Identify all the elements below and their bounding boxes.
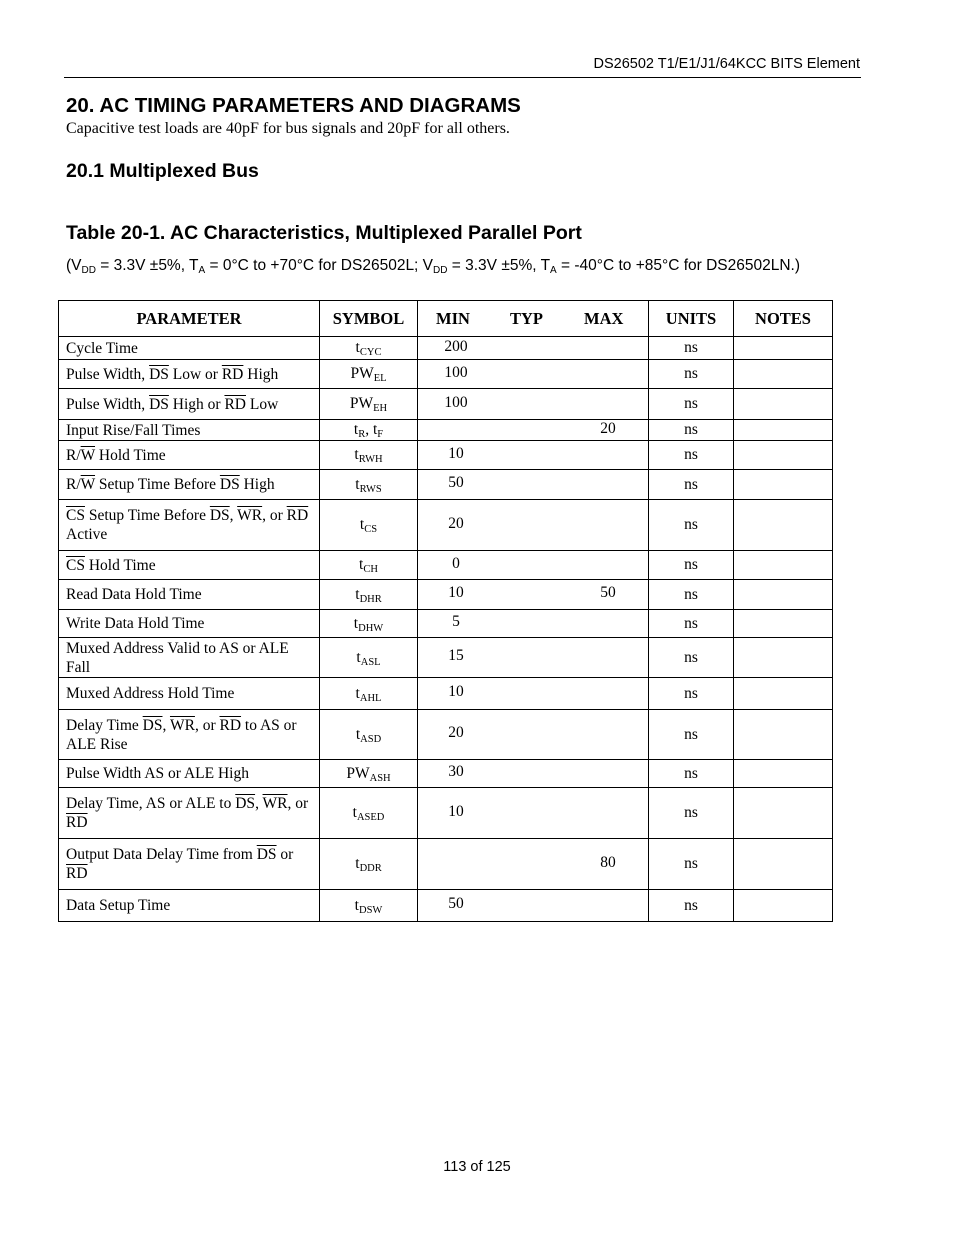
subsection-heading: 20.1 Multiplexed Bus: [66, 160, 259, 182]
symbol-base: t: [353, 421, 359, 438]
header-max: MAX: [584, 309, 624, 328]
value-min: 0: [452, 555, 460, 572]
cell-min-typ-max: [418, 337, 649, 360]
cell-min-typ-max: [418, 389, 649, 420]
cell-units: ns: [649, 337, 734, 360]
cell-min-typ-max: [418, 638, 649, 678]
cell-symbol: [320, 470, 418, 500]
cell-min-typ-max: [418, 839, 649, 890]
overlined-signal: $\overline{CS}$: [66, 507, 85, 524]
section-intro: Capacitive test loads are 40pF for bus signals and 20pF for all others.: [66, 120, 510, 137]
overlined-signal: $\overline{DS}$: [219, 476, 240, 493]
cell-symbol: [320, 678, 418, 710]
cell-parameter: [59, 337, 320, 360]
overlined-signal: $\overline{RD}$: [66, 814, 88, 831]
parameter-text: Cycle Time: [66, 339, 138, 357]
cond-sub: A: [198, 265, 206, 276]
table-row: [59, 760, 833, 788]
cell-units: ns: [649, 678, 734, 710]
cell-notes: [734, 839, 833, 890]
parameter-text: Delay Time, AS or ALE to: [66, 795, 236, 812]
symbol-subscript: EL: [373, 373, 387, 384]
cell-units: ns: [649, 500, 734, 551]
cell-symbol: [320, 500, 418, 551]
cell-notes: [734, 760, 833, 788]
overlined-signal: $\overline{DS}$: [149, 395, 169, 413]
cell-symbol: [320, 389, 418, 420]
cell-notes: [734, 441, 833, 470]
symbol-base: t: [355, 725, 361, 743]
cell-min-typ-max: [418, 420, 649, 441]
cell-min-typ-max: [418, 580, 649, 610]
header-min: MIN: [436, 309, 470, 328]
table-row: [59, 580, 833, 610]
table-row: [59, 441, 833, 470]
cond-sub: DD: [433, 265, 448, 276]
cell-parameter: [59, 420, 320, 441]
table-header-row: [59, 301, 833, 337]
parameter-text: , or: [287, 795, 309, 812]
cell-notes: [734, 389, 833, 420]
cell-symbol: [320, 610, 418, 638]
value-min: 10: [448, 584, 464, 601]
cell-notes: [734, 788, 833, 839]
symbol-subscript: ASH: [369, 772, 391, 784]
header-symbol: SYMBOL: [320, 301, 418, 337]
cell-symbol: [320, 638, 418, 678]
value-min: 50: [448, 895, 464, 912]
cell-units: ns: [649, 389, 734, 420]
cell-min-typ-max: [418, 760, 649, 788]
parameter-text: Write Data Hold Time: [66, 615, 205, 632]
header-parameter: PARAMETER: [59, 301, 320, 337]
parameter-text: Pulse Width AS or ALE High: [66, 765, 249, 782]
overlined-signal: $\overline{RD}$: [66, 865, 88, 882]
cell-units: ns: [649, 360, 734, 389]
cell-symbol: [320, 890, 418, 922]
overlined-signal: $\overline{DS}$: [209, 507, 230, 524]
cell-parameter: [59, 441, 320, 470]
parameter-text: ,: [162, 716, 170, 734]
value-min: 200: [444, 338, 468, 355]
parameter-text: ,: [255, 795, 263, 812]
cell-min-typ-max: [418, 360, 649, 389]
table-row: [59, 470, 833, 500]
cell-notes: [734, 890, 833, 922]
symbol-subscript: DHW: [358, 622, 384, 634]
symbol-subscript: ASD: [360, 733, 382, 745]
cell-min-typ-max: [418, 500, 649, 551]
cell-notes: [734, 420, 833, 441]
parameter-text: to AS or ALE Rise: [66, 716, 297, 753]
parameter-text: High: [239, 476, 275, 493]
value-min: 10: [448, 683, 464, 700]
cell-notes: [734, 710, 833, 760]
parameter-text: or: [276, 846, 294, 863]
overlined-signal: $\overline{WR}$: [262, 795, 288, 812]
value-min: 5: [452, 613, 460, 630]
cell-notes: [734, 610, 833, 638]
parameter-text: Pulse Width,: [66, 395, 150, 413]
parameter-text: Output Data Delay Time from: [66, 846, 257, 863]
parameter-text: Low or: [168, 365, 222, 383]
cell-symbol: [320, 420, 418, 441]
value-min: 10: [448, 803, 464, 820]
parameter-text: R/: [66, 446, 81, 464]
cell-units: ns: [649, 788, 734, 839]
symbol-base: t: [352, 804, 357, 821]
symbol-base: , t: [365, 421, 378, 438]
cond-text: = -40°C to +85°C for DS26502LN.): [556, 257, 801, 274]
value-min: 20: [448, 515, 464, 532]
cell-parameter: [59, 500, 320, 551]
running-header: DS26502 T1/E1/J1/64KCC BITS Element: [593, 56, 860, 72]
symbol-base: t: [359, 516, 365, 533]
section-heading: 20. AC TIMING PARAMETERS AND DIAGRAMS: [66, 94, 521, 117]
cell-symbol: [320, 839, 418, 890]
cell-parameter: [59, 470, 320, 500]
cell-units: ns: [649, 610, 734, 638]
symbol-subscript: ASED: [356, 812, 385, 823]
cond-sub: A: [550, 265, 557, 276]
cell-units: ns: [649, 760, 734, 788]
symbol-base: PW: [349, 395, 374, 412]
cell-parameter: [59, 710, 320, 760]
overlined-signal: $\overline{RD}$: [221, 365, 244, 383]
cell-symbol: [320, 337, 418, 360]
value-min: 10: [448, 445, 464, 462]
value-min: 50: [448, 474, 464, 491]
overlined-signal: $\overline{DS}$: [256, 846, 277, 863]
page-number: 113 of 125: [443, 1159, 511, 1175]
header-min-typ-max: [418, 301, 649, 337]
parameter-text: Read Data Hold Time: [66, 586, 202, 603]
parameter-text: Input Rise/Fall Times: [66, 421, 201, 439]
cell-symbol: [320, 551, 418, 580]
overlined-signal: $\overline{DS}$: [142, 716, 163, 734]
cell-units: ns: [649, 638, 734, 678]
cell-units: ns: [649, 580, 734, 610]
parameter-text: High: [243, 365, 279, 383]
header-units: UNITS: [649, 301, 734, 337]
cell-min-typ-max: [418, 610, 649, 638]
cell-units: ns: [649, 420, 734, 441]
table-body: [59, 337, 833, 922]
cell-symbol: [320, 580, 418, 610]
overlined-signal: $\overline{DS}$: [149, 365, 169, 383]
value-max: 80: [600, 854, 616, 871]
cell-units: ns: [649, 470, 734, 500]
header-rule: [64, 77, 861, 78]
cell-min-typ-max: [418, 788, 649, 839]
cell-notes: [734, 360, 833, 389]
value-max: 50: [600, 584, 616, 601]
symbol-subscript: ASL: [360, 656, 381, 668]
table-row: [59, 890, 833, 922]
symbol-subscript: R: [358, 429, 366, 440]
cell-parameter: [59, 638, 320, 678]
cell-symbol: [320, 710, 418, 760]
cond-text: = 3.3V ±5%, T: [447, 257, 551, 274]
symbol-base: PW: [346, 764, 370, 782]
symbol-subscript: CS: [364, 524, 378, 535]
cell-symbol: [320, 788, 418, 839]
cell-notes: [734, 470, 833, 500]
parameter-text: , or: [194, 716, 220, 734]
value-max: 20: [600, 420, 616, 437]
cond-sub: DD: [81, 265, 96, 276]
symbol-subscript: DDR: [359, 863, 382, 874]
cell-notes: [734, 337, 833, 360]
parameter-text: Hold Time: [95, 446, 166, 464]
table-row: [59, 551, 833, 580]
table-row: [59, 360, 833, 389]
cell-units: ns: [649, 839, 734, 890]
symbol-subscript: F: [377, 429, 384, 440]
table-conditions: [66, 256, 826, 275]
cell-symbol: [320, 360, 418, 389]
cond-text: = 0°C to +70°C for DS26502L; V: [205, 257, 434, 274]
symbol-base: t: [353, 614, 359, 632]
ac-characteristics-table: [58, 300, 833, 922]
symbol-subscript: RWH: [358, 454, 383, 465]
parameter-text: High or: [168, 395, 225, 413]
table-row: [59, 337, 833, 360]
cell-symbol: [320, 760, 418, 788]
overlined-signal: $\overline{W}$: [80, 446, 96, 464]
cell-units: ns: [649, 551, 734, 580]
parameter-text: Muxed Address Hold Time: [66, 685, 235, 702]
header-typ: TYP: [510, 309, 543, 328]
table-row: [59, 389, 833, 420]
cell-parameter: [59, 389, 320, 420]
value-min: 20: [448, 724, 464, 741]
cell-notes: [734, 678, 833, 710]
cell-notes: [734, 500, 833, 551]
parameter-text: Active: [66, 526, 108, 543]
overlined-signal: $\overline{RD}$: [286, 507, 309, 524]
table-row: [59, 420, 833, 441]
cell-parameter: [59, 788, 320, 839]
symbol-base: t: [354, 896, 359, 914]
cell-notes: [734, 551, 833, 580]
table-row: [59, 638, 833, 678]
symbol-subscript: DHR: [359, 593, 382, 605]
parameter-text: Delay Time: [66, 716, 143, 734]
cell-units: ns: [649, 890, 734, 922]
symbol-base: t: [355, 585, 360, 603]
cell-parameter: [59, 839, 320, 890]
cell-parameter: [59, 760, 320, 788]
parameter-text: Hold Time: [84, 556, 156, 574]
value-min: 15: [448, 647, 464, 664]
cell-min-typ-max: [418, 551, 649, 580]
symbol-subscript: DSW: [358, 904, 383, 916]
value-min: 100: [444, 394, 468, 411]
parameter-text: , or: [262, 507, 287, 524]
symbol-base: t: [355, 339, 360, 356]
overlined-signal: $\overline{WR}$: [169, 716, 195, 734]
cell-parameter: [59, 580, 320, 610]
cond-text: (V: [66, 257, 82, 274]
symbol-base: t: [356, 648, 361, 666]
table-row: [59, 839, 833, 890]
parameter-text: Muxed Address Valid to AS or ALE Fall: [66, 639, 289, 676]
cell-parameter: [59, 551, 320, 580]
cell-parameter: [59, 678, 320, 710]
cell-parameter: [59, 360, 320, 389]
cell-min-typ-max: [418, 441, 649, 470]
cell-notes: [734, 580, 833, 610]
overlined-signal: $\overline{RD}$: [219, 716, 242, 734]
symbol-base: t: [359, 556, 364, 573]
cell-min-typ-max: [418, 710, 649, 760]
cell-min-typ-max: [418, 470, 649, 500]
parameter-text: Setup Time Before: [95, 476, 220, 493]
table-title: Table 20-1. AC Characteristics, Multiplexed Parallel Port: [66, 222, 582, 244]
overlined-signal: $\overline{DS}$: [235, 795, 256, 812]
cell-min-typ-max: [418, 890, 649, 922]
table-row: [59, 788, 833, 839]
symbol-base: t: [355, 855, 360, 872]
value-min: 30: [448, 763, 464, 780]
cond-text: = 3.3V ±5%, T: [95, 257, 199, 274]
symbol-subscript: EH: [373, 403, 388, 414]
cell-parameter: [59, 890, 320, 922]
cell-units: ns: [649, 710, 734, 760]
parameter-text: Pulse Width,: [66, 365, 150, 383]
table-row: [59, 710, 833, 760]
parameter-text: R/: [66, 476, 81, 493]
value-min: 100: [444, 364, 468, 381]
overlined-signal: $\overline{WR}$: [237, 507, 263, 524]
parameter-text: ,: [229, 507, 238, 524]
cell-parameter: [59, 610, 320, 638]
overlined-signal: $\overline{W}$: [80, 476, 96, 493]
symbol-base: PW: [350, 365, 374, 382]
cell-symbol: [320, 441, 418, 470]
symbol-subscript: RWS: [359, 483, 382, 495]
symbol-base: t: [354, 446, 359, 463]
symbol-subscript: AHL: [359, 692, 382, 704]
header-notes: NOTES: [734, 301, 833, 337]
symbol-base: t: [355, 684, 360, 702]
parameter-text: Setup Time Before: [84, 507, 210, 524]
symbol-base: t: [355, 475, 360, 493]
table-row: [59, 610, 833, 638]
parameter-text: Low: [245, 395, 279, 413]
parameter-text: Data Setup Time: [66, 897, 171, 914]
symbol-subscript: CH: [363, 564, 378, 575]
table-row: [59, 678, 833, 710]
cell-notes: [734, 638, 833, 678]
cell-units: ns: [649, 441, 734, 470]
symbol-subscript: CYC: [359, 347, 382, 358]
table-row: [59, 500, 833, 551]
overlined-signal: $\overline{RD}$: [224, 395, 246, 413]
overlined-signal: $\overline{CS}$: [66, 556, 85, 574]
cell-min-typ-max: [418, 678, 649, 710]
